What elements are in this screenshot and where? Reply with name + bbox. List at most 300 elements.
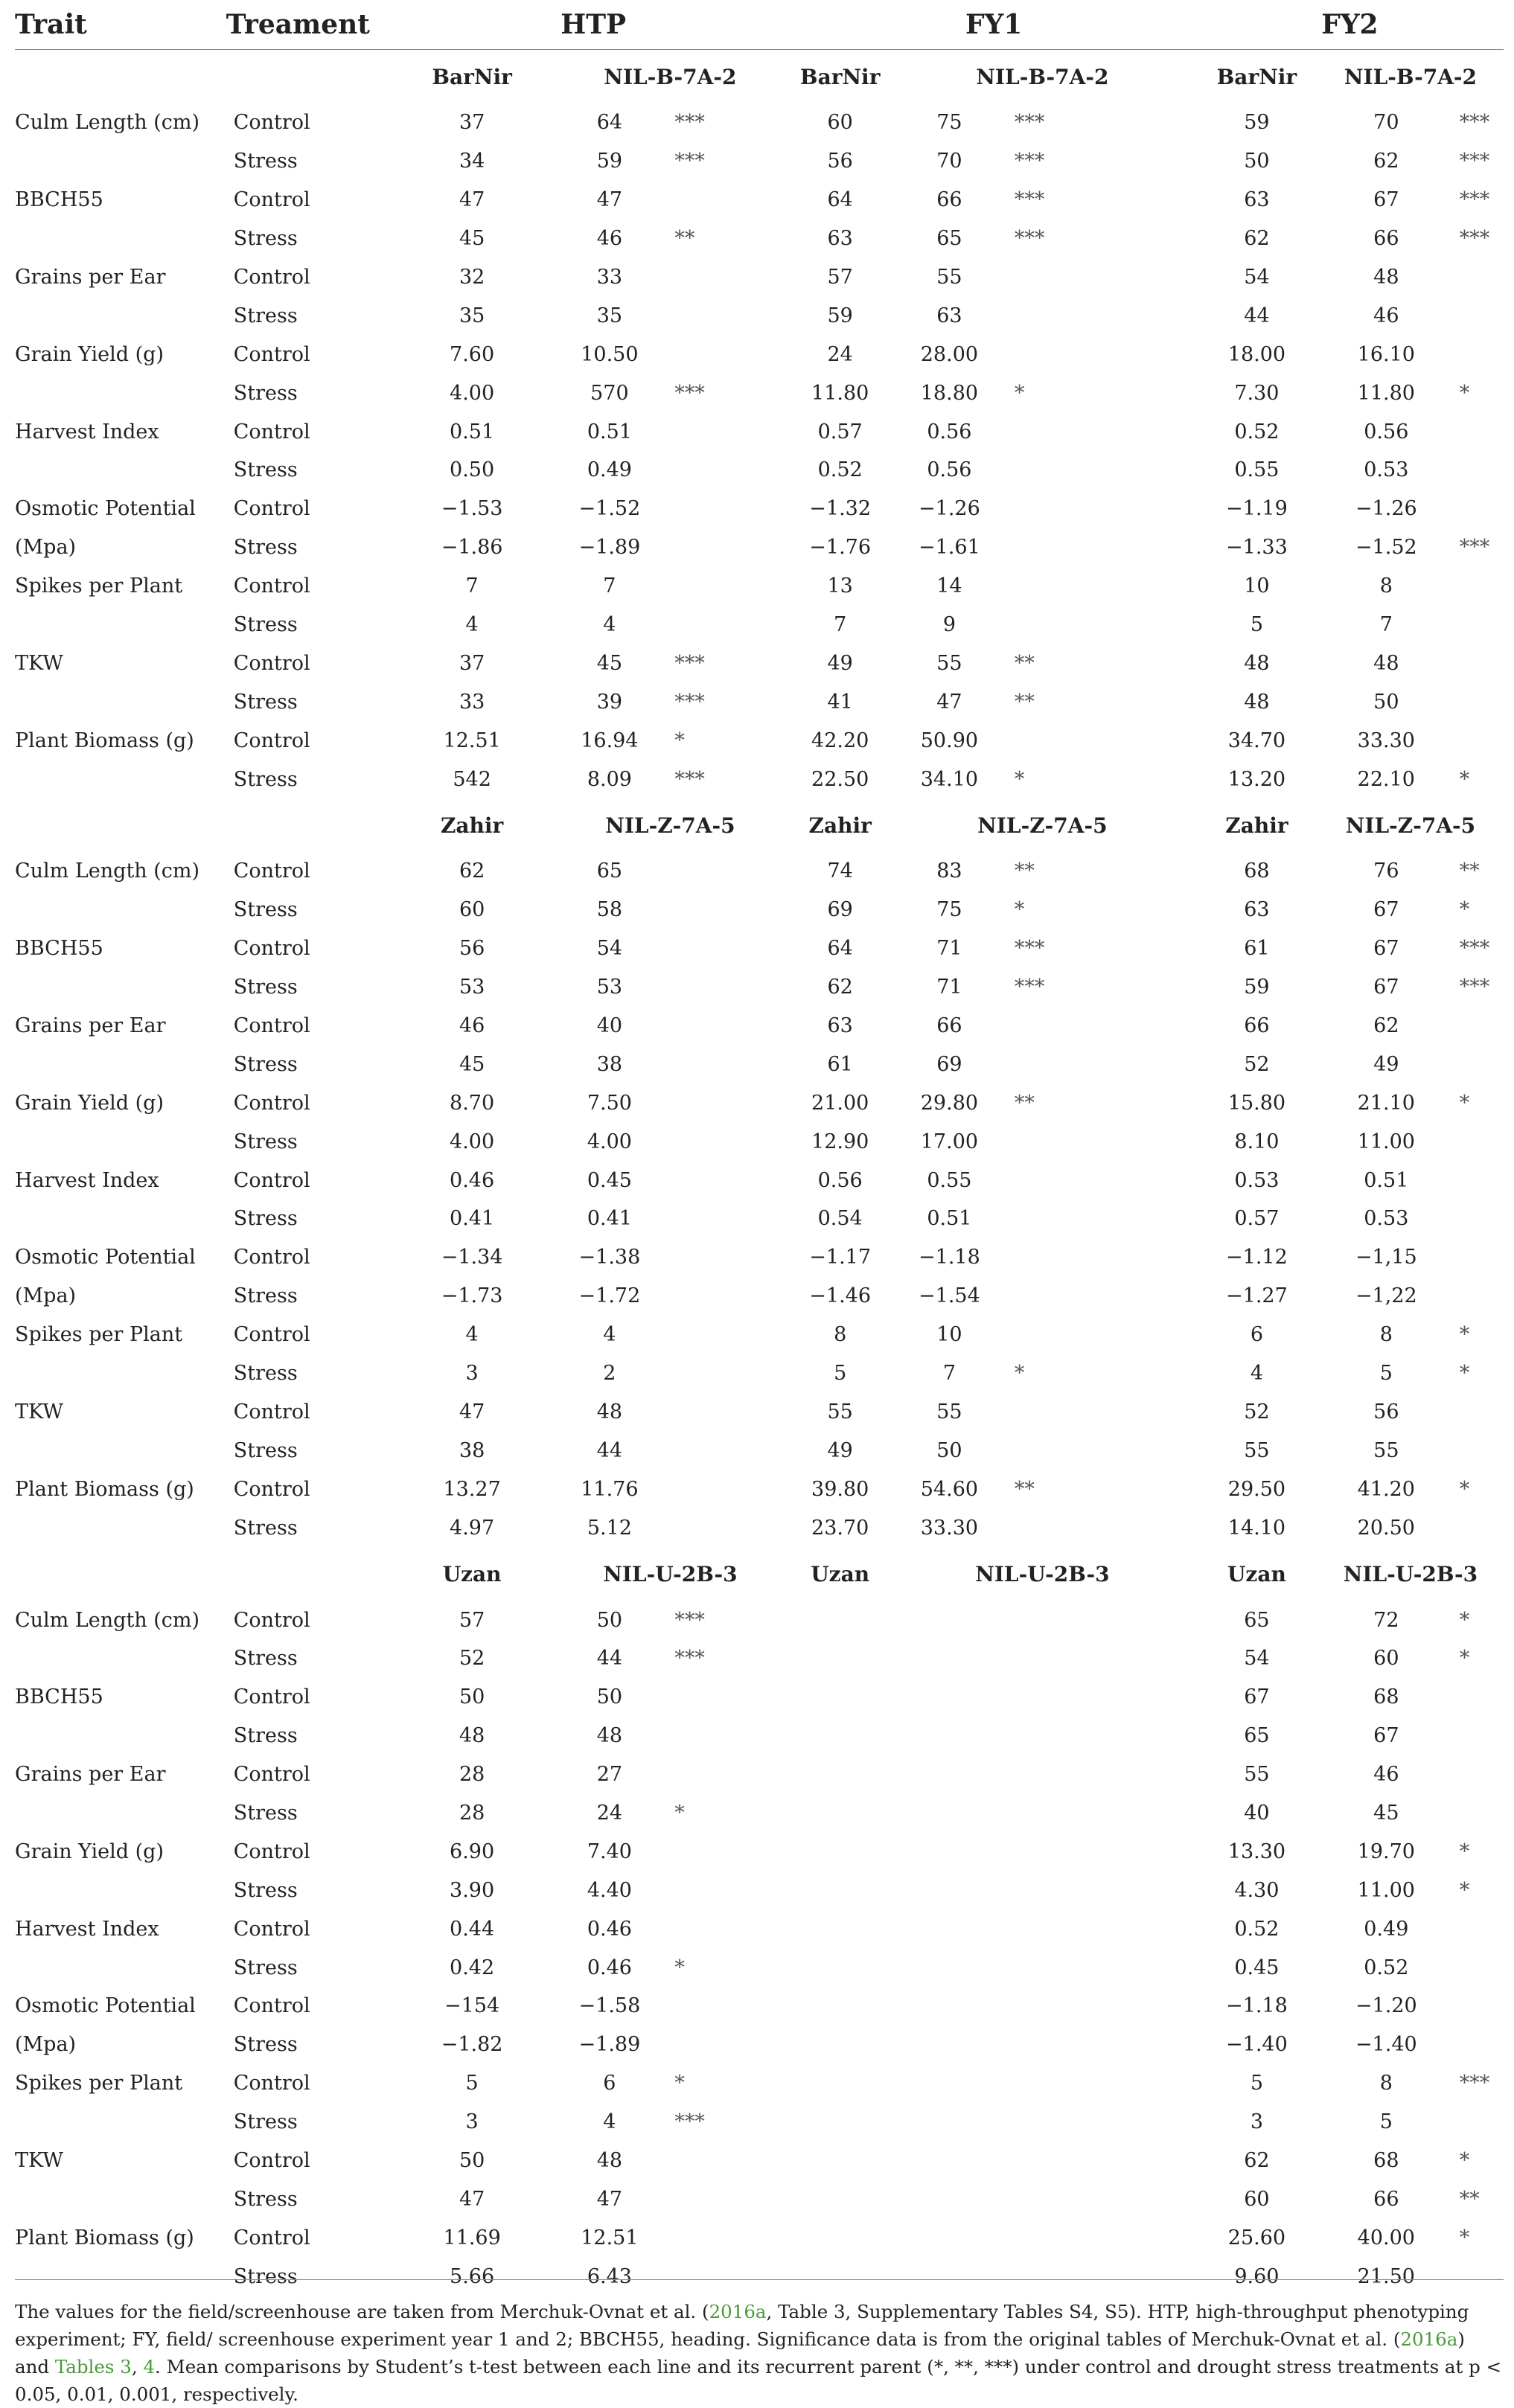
fy1-significance: *** bbox=[1014, 976, 1045, 999]
parent-name: Uzan bbox=[811, 1561, 870, 1586]
fy1-parent-value: 56 bbox=[827, 150, 853, 173]
htp-nil-value: 0.51 bbox=[587, 420, 632, 444]
fy2-nil-value: 7 bbox=[1379, 613, 1393, 637]
htp-nil-value: 7.40 bbox=[587, 1839, 632, 1863]
fy1-nil-value: 70 bbox=[936, 150, 962, 173]
fy1-nil-value: 9 bbox=[942, 613, 956, 637]
fy2-parent-value: 29.50 bbox=[1227, 1477, 1286, 1501]
fy2-significance: * bbox=[1459, 1477, 1470, 1501]
fy1-significance: * bbox=[1014, 898, 1025, 922]
htp-parent-value: 0.42 bbox=[450, 1956, 495, 1979]
fy1-significance bbox=[1010, 721, 1196, 760]
fy1-significance: ** bbox=[1014, 690, 1035, 714]
htp-nil-value: 0.41 bbox=[587, 1207, 632, 1231]
fy1-nil-value bbox=[889, 2142, 1010, 2180]
htp-nil-value: 50 bbox=[596, 1608, 623, 1632]
fy1-nil-value: 71 bbox=[936, 976, 962, 999]
fy2-nil-value: 49 bbox=[1373, 1052, 1399, 1076]
footnote-ref-link[interactable]: 2016a bbox=[709, 2301, 767, 2322]
fy2-parent-value: 67 bbox=[1244, 1685, 1270, 1709]
treatment-cell: Control bbox=[233, 342, 310, 366]
htp-significance bbox=[670, 1238, 791, 1277]
htp-parent-value: 37 bbox=[459, 111, 485, 135]
fy1-nil-value: 66 bbox=[936, 1014, 962, 1038]
trait-cell bbox=[15, 1717, 217, 1755]
fy1-parent-value: 0.52 bbox=[817, 458, 863, 482]
fy2-parent-value: −1.19 bbox=[1226, 497, 1288, 521]
htp-nil-value: 35 bbox=[596, 304, 623, 327]
htp-significance: * bbox=[674, 729, 685, 752]
fy1-nil-value bbox=[889, 1639, 1010, 1678]
parent-name: BarNir bbox=[799, 64, 881, 89]
htp-nil-value: 59 bbox=[596, 150, 623, 173]
htp-nil-value: 0.49 bbox=[587, 458, 632, 482]
htp-nil-value: 12.51 bbox=[581, 2226, 639, 2250]
treatment-cell: Stress bbox=[233, 1438, 298, 1462]
htp-nil-value: 44 bbox=[596, 1438, 623, 1462]
fy1-nil-value bbox=[889, 1794, 1010, 1833]
fy2-nil-value: 0.53 bbox=[1364, 1207, 1409, 1231]
trait-cell: (Mpa) bbox=[15, 536, 77, 560]
fy2-nil-value: 41.20 bbox=[1357, 1477, 1415, 1501]
htp-nil-value: 4.00 bbox=[587, 1130, 632, 1153]
fy1-parent-value: 49 bbox=[827, 1438, 853, 1462]
htp-parent-value: 33 bbox=[459, 690, 485, 714]
table-row bbox=[15, 929, 1504, 968]
fy2-significance: *** bbox=[1459, 150, 1490, 173]
htp-nil-value: 4.40 bbox=[587, 1878, 632, 1902]
fy1-parent-value bbox=[791, 1678, 888, 1717]
htp-nil-value: 24 bbox=[596, 1801, 623, 1825]
nil-name: NIL-Z-7A-5 bbox=[1345, 813, 1476, 838]
table-row bbox=[15, 968, 1504, 1007]
htp-nil-value: 0.46 bbox=[587, 1956, 632, 1979]
fy1-significance bbox=[1010, 1909, 1196, 1948]
fy2-parent-value: 0.57 bbox=[1234, 1207, 1280, 1231]
htp-nil-value: −1.89 bbox=[578, 2033, 641, 2057]
table-row bbox=[15, 490, 1504, 528]
fy1-parent-value bbox=[791, 2064, 888, 2103]
fy1-nil-value: −1.54 bbox=[919, 1284, 980, 1308]
fy2-parent-value: 54 bbox=[1244, 1647, 1270, 1671]
fy1-significance bbox=[1010, 567, 1196, 606]
footnote-ref-link[interactable]: 2016a bbox=[1400, 2328, 1458, 2350]
fy2-significance: *** bbox=[1459, 937, 1490, 961]
htp-significance: *** bbox=[674, 651, 705, 675]
fy1-parent-value: 61 bbox=[827, 1052, 853, 1076]
fy2-parent-value: 48 bbox=[1244, 651, 1270, 675]
fy2-significance bbox=[1455, 1393, 1504, 1432]
fy2-nil-value: 66 bbox=[1373, 227, 1399, 251]
fy2-parent-value: 5 bbox=[1250, 613, 1264, 637]
table-row bbox=[15, 1122, 1504, 1161]
fy1-parent-value bbox=[791, 1717, 888, 1755]
htp-significance: *** bbox=[674, 111, 705, 135]
nil-name: NIL-U-2B-3 bbox=[1343, 1561, 1478, 1586]
fy1-parent-value: 74 bbox=[827, 859, 853, 883]
fy1-parent-value: 41 bbox=[827, 690, 853, 714]
fy2-nil-value: 16.10 bbox=[1357, 342, 1415, 366]
htp-parent-value: 4.97 bbox=[450, 1516, 495, 1540]
trait-cell bbox=[15, 682, 217, 721]
fy1-parent-value bbox=[791, 2218, 888, 2257]
fy2-significance bbox=[1455, 2026, 1504, 2064]
footnote-table-link[interactable]: Tables 3 bbox=[54, 2356, 132, 2377]
fy1-parent-value: −1.17 bbox=[809, 1246, 872, 1269]
table-row bbox=[15, 2218, 1504, 2257]
htp-parent-value: 4 bbox=[465, 1323, 479, 1347]
htp-significance bbox=[670, 1755, 791, 1794]
fy1-parent-value: 55 bbox=[827, 1400, 853, 1424]
fy1-parent-value bbox=[791, 2103, 888, 2142]
htp-parent-value: 7 bbox=[465, 574, 479, 598]
fy1-parent-value: 64 bbox=[827, 188, 853, 212]
fy2-nil-value: 21.10 bbox=[1357, 1091, 1415, 1115]
fy2-parent-value: 0.53 bbox=[1234, 1168, 1280, 1192]
htp-nil-value: 45 bbox=[596, 651, 623, 675]
fy2-nil-value: 62 bbox=[1373, 150, 1399, 173]
htp-significance bbox=[670, 296, 791, 335]
htp-nil-value: −1.38 bbox=[578, 1246, 641, 1269]
fy2-nil-value: 11.00 bbox=[1357, 1130, 1415, 1153]
htp-nil-value: 38 bbox=[596, 1052, 623, 1076]
table-row bbox=[15, 2064, 1504, 2103]
table-row bbox=[15, 258, 1504, 297]
fy1-significance: ** bbox=[1014, 859, 1035, 883]
fy2-nil-value: 55 bbox=[1373, 1438, 1399, 1462]
fy2-significance bbox=[1455, 1755, 1504, 1794]
fy2-significance bbox=[1455, 567, 1504, 606]
htp-significance bbox=[670, 1909, 791, 1948]
htp-parent-value: 45 bbox=[459, 1052, 485, 1076]
fy2-significance bbox=[1455, 1909, 1504, 1948]
fy1-significance bbox=[1010, 1717, 1196, 1755]
table-row bbox=[15, 1832, 1504, 1871]
htp-significance bbox=[670, 1393, 791, 1432]
table-row bbox=[15, 1393, 1504, 1432]
fy2-parent-value: 18.00 bbox=[1227, 342, 1286, 366]
fy1-significance bbox=[1010, 2218, 1196, 2257]
fy1-parent-value bbox=[791, 1755, 888, 1794]
trait-cell bbox=[15, 968, 217, 1007]
fy2-significance bbox=[1455, 1045, 1504, 1083]
treatment-cell: Control bbox=[233, 2226, 310, 2250]
fy2-significance: * bbox=[1459, 898, 1470, 922]
fy2-significance: *** bbox=[1459, 111, 1490, 135]
htp-parent-value: 28 bbox=[459, 1763, 485, 1787]
parent-name: Zahir bbox=[440, 813, 504, 838]
treatment-cell: Control bbox=[233, 497, 310, 521]
htp-parent-value: 53 bbox=[459, 976, 485, 999]
trait-cell: TKW bbox=[15, 1400, 63, 1424]
fy2-significance: * bbox=[1459, 381, 1470, 405]
treatment-cell: Stress bbox=[233, 458, 298, 482]
treatment-cell: Control bbox=[233, 574, 310, 598]
htp-nil-value: 40 bbox=[596, 1014, 623, 1038]
htp-significance bbox=[670, 181, 791, 220]
htp-nil-value: −1.72 bbox=[578, 1284, 641, 1308]
fy1-significance: ** bbox=[1014, 651, 1035, 675]
htp-significance: * bbox=[674, 1801, 685, 1825]
fy1-parent-value: 39.80 bbox=[811, 1477, 869, 1501]
fy2-nil-value: 72 bbox=[1373, 1608, 1399, 1632]
treatment-cell: Control bbox=[233, 2148, 310, 2172]
htp-nil-value: 48 bbox=[596, 2148, 623, 2172]
htp-significance bbox=[670, 1045, 791, 1083]
fy1-nil-value bbox=[889, 2103, 1010, 2142]
fy2-parent-value: 63 bbox=[1244, 898, 1270, 922]
table-row bbox=[15, 1678, 1504, 1717]
nil-name: NIL-U-2B-3 bbox=[975, 1561, 1110, 1586]
fy1-parent-value: 69 bbox=[827, 898, 853, 922]
htp-nil-value: 6.43 bbox=[587, 2264, 632, 2288]
fy1-significance bbox=[1010, 1601, 1196, 1639]
htp-nil-value: 39 bbox=[596, 690, 623, 714]
fy1-nil-value bbox=[889, 1717, 1010, 1755]
htp-parent-value: 45 bbox=[459, 227, 485, 251]
htp-parent-value: 32 bbox=[459, 266, 485, 289]
htp-parent-value: 6.90 bbox=[450, 1839, 495, 1863]
htp-parent-value: 48 bbox=[459, 1724, 485, 1748]
treatment-cell: Stress bbox=[233, 1878, 298, 1902]
fy2-significance: * bbox=[1459, 1839, 1470, 1863]
fy1-parent-value: 49 bbox=[827, 651, 853, 675]
htp-parent-value: 0.51 bbox=[450, 420, 495, 444]
table-row bbox=[15, 220, 1504, 258]
table-row bbox=[15, 760, 1504, 798]
table-row bbox=[15, 891, 1504, 929]
fy1-parent-value bbox=[791, 2026, 888, 2064]
htp-nil-value: 47 bbox=[596, 2187, 623, 2211]
htp-nil-value: 2 bbox=[603, 1362, 616, 1386]
treatment-cell: Control bbox=[233, 420, 310, 444]
fy1-significance bbox=[1010, 2180, 1196, 2218]
fy2-significance bbox=[1455, 721, 1504, 760]
fy1-parent-value bbox=[791, 1832, 888, 1871]
trait-cell: Culm Length (cm) bbox=[15, 1608, 200, 1632]
treatment-cell: Control bbox=[233, 1839, 310, 1863]
fy2-significance: * bbox=[1459, 767, 1470, 791]
fy1-parent-value: 63 bbox=[827, 227, 853, 251]
table-row bbox=[15, 852, 1504, 891]
fy2-parent-value: 48 bbox=[1244, 690, 1270, 714]
fy2-significance bbox=[1455, 1277, 1504, 1316]
trait-cell: (Mpa) bbox=[15, 1284, 77, 1308]
fy1-nil-value: 14 bbox=[936, 574, 962, 598]
htp-nil-value: 4 bbox=[603, 2110, 616, 2134]
fy2-nil-value: −1.40 bbox=[1355, 2033, 1417, 2057]
fy2-nil-value: 40.00 bbox=[1357, 2226, 1415, 2250]
htp-parent-value: 4 bbox=[465, 613, 479, 637]
fy2-significance: * bbox=[1459, 1878, 1470, 1902]
fy2-nil-value: 68 bbox=[1373, 1685, 1399, 1709]
fy1-parent-value bbox=[791, 2142, 888, 2180]
fy2-parent-value: −1.40 bbox=[1226, 2033, 1288, 2057]
table-row bbox=[15, 1161, 1504, 1200]
fy2-parent-value: 8.10 bbox=[1234, 1130, 1280, 1153]
fy2-parent-value: 13.20 bbox=[1227, 767, 1286, 791]
htp-parent-value: −1.73 bbox=[441, 1284, 503, 1308]
htp-nil-value: −1.89 bbox=[578, 536, 641, 560]
fy2-parent-value: 65 bbox=[1244, 1724, 1270, 1748]
htp-header: HTP bbox=[395, 0, 792, 50]
htp-nil-value: 47 bbox=[596, 188, 623, 212]
fy1-nil-value: −1.61 bbox=[919, 536, 980, 560]
parent-name: Zahir bbox=[808, 813, 872, 838]
trait-cell: Plant Biomass (g) bbox=[15, 1477, 194, 1501]
htp-nil-value: 7 bbox=[603, 574, 616, 598]
table-row bbox=[15, 606, 1504, 644]
htp-significance bbox=[670, 968, 791, 1007]
htp-nil-value: 58 bbox=[596, 898, 623, 922]
fy2-parent-value: −1.33 bbox=[1226, 536, 1288, 560]
fy2-significance: *** bbox=[1459, 536, 1490, 560]
trait-cell bbox=[15, 451, 217, 490]
fy1-significance bbox=[1010, 2142, 1196, 2180]
htp-significance bbox=[670, 1277, 791, 1316]
table-row bbox=[15, 528, 1504, 567]
treatment-cell: Control bbox=[233, 1323, 310, 1347]
fy1-parent-value: 0.56 bbox=[817, 1168, 863, 1192]
trait-cell bbox=[15, 760, 217, 798]
footnote bbox=[15, 2279, 1504, 2408]
treatment-cell: Stress bbox=[233, 898, 298, 922]
fy1-nil-value: 0.56 bbox=[927, 420, 972, 444]
htp-nil-value: 6 bbox=[603, 2072, 616, 2095]
table-row bbox=[15, 1987, 1504, 2026]
htp-parent-value: 0.44 bbox=[450, 1917, 495, 1941]
fy2-parent-value: 0.52 bbox=[1234, 420, 1280, 444]
table-row bbox=[15, 1639, 1504, 1678]
fy1-parent-value: 60 bbox=[827, 111, 853, 135]
footnote-text: . Mean comparisons by Student’s t-test between each line and its recurrent parent (*, **, ***) under control and drought stress treatments at p < 0.05, 0.01, 0.001, respectively. bbox=[15, 2356, 1502, 2405]
treatment-cell: Stress bbox=[233, 381, 298, 405]
fy1-parent-value bbox=[791, 1639, 888, 1678]
fy2-parent-value: 40 bbox=[1244, 1801, 1270, 1825]
fy2-nil-value: 70 bbox=[1373, 111, 1399, 135]
fy1-header: FY1 bbox=[791, 0, 1195, 50]
fy2-parent-value: 13.30 bbox=[1227, 1839, 1286, 1863]
htp-significance bbox=[670, 1717, 791, 1755]
trait-cell: Spikes per Plant bbox=[15, 2072, 183, 2095]
fy2-significance bbox=[1455, 296, 1504, 335]
fy1-parent-value: −1.32 bbox=[809, 497, 872, 521]
fy1-significance: * bbox=[1014, 767, 1025, 791]
trait-cell bbox=[15, 296, 217, 335]
htp-parent-value: 8.70 bbox=[450, 1091, 495, 1115]
trait-cell: Harvest Index bbox=[15, 1917, 159, 1941]
fy1-significance bbox=[1010, 528, 1196, 567]
htp-parent-value: −154 bbox=[444, 1994, 500, 2018]
fy2-nil-value: 0.56 bbox=[1364, 420, 1409, 444]
fy2-nil-value: 8 bbox=[1379, 2072, 1393, 2095]
spacer bbox=[15, 50, 395, 104]
fy2-significance: * bbox=[1459, 2226, 1470, 2250]
footnote-table-link[interactable]: 4 bbox=[143, 2356, 156, 2377]
htp-nil-value: 54 bbox=[596, 937, 623, 961]
htp-nil-value: 48 bbox=[596, 1724, 623, 1748]
trait-cell bbox=[15, 1871, 217, 1909]
trait-cell: Grains per Ear bbox=[15, 266, 166, 289]
fy2-nil-value: 76 bbox=[1373, 859, 1399, 883]
fy2-parent-value: 62 bbox=[1244, 227, 1270, 251]
fy2-parent-value: 0.52 bbox=[1234, 1917, 1280, 1941]
fy1-significance bbox=[1010, 1200, 1196, 1238]
table-row bbox=[15, 103, 1504, 142]
trait-cell: Grains per Ear bbox=[15, 1014, 166, 1038]
fy2-nil-value: 11.00 bbox=[1357, 1878, 1415, 1902]
fy2-nil-value: 11.80 bbox=[1357, 381, 1415, 405]
nil-name: NIL-Z-7A-5 bbox=[977, 813, 1108, 838]
trait-cell bbox=[15, 1948, 217, 1987]
header-row bbox=[15, 0, 1504, 50]
genotype-header-row bbox=[15, 50, 1504, 104]
fy2-significance bbox=[1455, 1508, 1504, 1547]
table-row bbox=[15, 1316, 1504, 1354]
table-row bbox=[15, 1277, 1504, 1316]
fy2-nil-value: −1,15 bbox=[1355, 1246, 1417, 1269]
table-row bbox=[15, 1470, 1504, 1508]
htp-parent-value: 13.27 bbox=[443, 1477, 501, 1501]
table-row bbox=[15, 2103, 1504, 2142]
trait-cell: BBCH55 bbox=[15, 937, 103, 961]
treatment-cell: Stress bbox=[233, 1362, 298, 1386]
spacer bbox=[15, 1547, 395, 1601]
fy1-nil-value: 10 bbox=[936, 1323, 962, 1347]
fy2-nil-value: 67 bbox=[1373, 898, 1399, 922]
fy2-significance bbox=[1455, 1007, 1504, 1046]
fy1-parent-value: 62 bbox=[827, 976, 853, 999]
fy2-significance bbox=[1455, 1431, 1504, 1470]
fy2-significance: * bbox=[1459, 1647, 1470, 1671]
fy2-significance bbox=[1455, 644, 1504, 682]
htp-parent-value: 542 bbox=[453, 767, 491, 791]
fy2-parent-value: 55 bbox=[1244, 1763, 1270, 1787]
fy1-parent-value: 5 bbox=[834, 1362, 847, 1386]
fy1-nil-value bbox=[889, 1948, 1010, 1987]
fy2-nil-value: 0.49 bbox=[1364, 1917, 1409, 1941]
fy1-nil-value: 50 bbox=[936, 1438, 962, 1462]
table-row bbox=[15, 1083, 1504, 1122]
fy2-significance bbox=[1455, 682, 1504, 721]
fy1-nil-value bbox=[889, 1832, 1010, 1871]
table-row bbox=[15, 2180, 1504, 2218]
htp-significance bbox=[670, 1200, 791, 1238]
trait-cell: Osmotic Potential bbox=[15, 497, 196, 521]
htp-parent-value: 3 bbox=[465, 2110, 479, 2134]
htp-parent-value: −1.53 bbox=[441, 497, 503, 521]
htp-significance bbox=[670, 2026, 791, 2064]
fy2-parent-value: 0.45 bbox=[1234, 1956, 1280, 1979]
htp-significance bbox=[670, 852, 791, 891]
trait-cell: Grain Yield (g) bbox=[15, 1091, 164, 1115]
parent-name: Zahir bbox=[1225, 813, 1288, 838]
htp-significance bbox=[670, 1122, 791, 1161]
htp-parent-value: 0.46 bbox=[450, 1168, 495, 1192]
htp-significance: * bbox=[674, 1956, 685, 1979]
htp-nil-value: 0.46 bbox=[587, 1917, 632, 1941]
htp-parent-value: 34 bbox=[459, 150, 485, 173]
table-body bbox=[15, 50, 1504, 2296]
fy2-nil-value: 66 bbox=[1373, 2187, 1399, 2211]
fy2-significance: * bbox=[1459, 1608, 1470, 1632]
htp-nil-value: 64 bbox=[596, 111, 623, 135]
fy2-nil-value: 48 bbox=[1373, 651, 1399, 675]
fy1-nil-value: 83 bbox=[936, 859, 962, 883]
trait-cell: Osmotic Potential bbox=[15, 1246, 196, 1269]
fy1-nil-value: 69 bbox=[936, 1052, 962, 1076]
htp-nil-value: 46 bbox=[596, 227, 623, 251]
